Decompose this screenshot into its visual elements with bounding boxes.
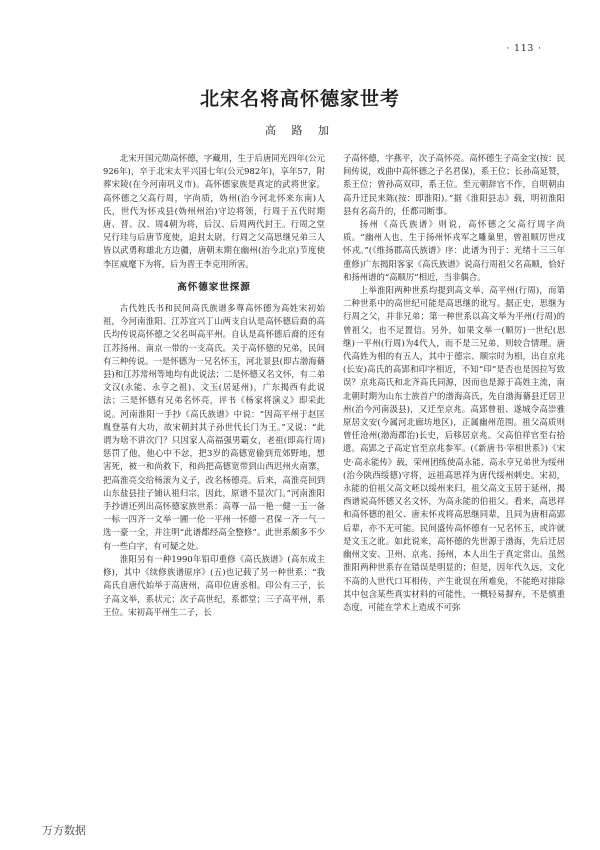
section-heading: 高怀德家世探源 xyxy=(177,281,251,293)
page-number: · 113 · xyxy=(506,44,542,54)
body-paragraph: 古代姓氏书和民间高氏族谱多尊高怀德为高姓宋初始祖，今河南淮阳、江苏宜兴丁山两支自认是高怀德后裔的高氏均传说高怀德之父名叫高平州。自认是高怀德后裔的还有江苏扬州、南京一带的一支高氏。关于高怀德的兄弟，民间有三种传说。一是怀德为一兄名怀玉，河北景县(即古渤海蓨县)和江苏常州等地均有此说法；二是怀德又名文怀，有二弟文汉(永能、永亨之祖)、文玉(居延州)，广东揭西有此说法；三是怀德有兄弟名怀亮，评书《杨家将演义》即采此说。河南淮阳一手抄《高氏族谱》中说：“因高平州于赵匡胤登基有大功，故宋朝封其子孙世代长门为王。”又说：“此谓为啥不讲次门？只因家人高福强男霸女，老祖(即高行周)惩罚了他，他心中不忿，把3岁的高德宽偷到荒郊野地，想害死，被一和尚救下，和尚把高德宽带到山西迟州火南寨，把高淮亮交给杨滚为义子，改名杨德亮。后来，高淮亮回到山东盐县挂子铺认祖归宗，因此，原谱不显次门。”河南淮阳手抄谱还列出高怀德家族世系：高尊一品一艳一健一玉一备一标一四齐一文举一圃一伦一平州一怀德一君保一齐一气一选一豪一全，并注明“此谱都经高全整修”。此世系颇多不少有一些白字，有可疑之处。 xyxy=(103,303,325,551)
article-author: 高 路 加 xyxy=(265,124,335,137)
wanfang-data-logo: 万方数据 xyxy=(42,824,86,837)
body-paragraph: 子高怀德，字燕平，次子高怀亮。高怀德生子高金宝(按：民间传说，戏曲中高怀德之子名君保)，系王位；长孙高延赞，系王位；曾孙高双印，系王位。至元朝辞官不作，自明朝由高升迁民来陈(按：即淮阳)。”据《淮阳县志》载，明初淮阳县有名高升的，任都司断事。 xyxy=(343,153,565,216)
article-title: 北宋名将高怀德家世考 xyxy=(199,88,400,110)
right-column xyxy=(343,152,565,614)
intro-paragraph: 北宋开国元勋高怀德，字藏用，生于后唐同光四年(公元926年)，卒于北宋太平兴国七年(公元982年)，享年57，附葬宋陵(在今河南巩义市)。高怀德家族是真定的武将世家。高怀德之父高行周，字尚质，妫州(治今河北怀来东南)人氏，世代为怀戎县(妫州州治)守边将领，行周于五代时期唐、晋、汉、周4朝为将，后汉、后周两代封王。行周之堂兄行珪与后唐节度使，追封太尉。行周之父高思继兄弟三人皆以武勇称雄北方边疆，唐朝末期在幽州(治今北京)节度使李匡威麾下为将，后为晋王李克用所害。 xyxy=(103,153,325,269)
body-paragraph: 扬州《高氏族谱》则说，高怀德之父高行周字尚质。“幽州人也，生于扬州怀戎军之雕巢里，曾祖顺厉世戍怀戎。”(《维扬郡高氏族谱》序：此谱为刊于：光绪十三三年重修)广东揭阳客家《高氏族谱》说高行周祖父名高顺，恰好和扬州谱的“高顺厉”相近，当非偶合。 xyxy=(343,219,565,282)
left-column xyxy=(103,152,325,619)
body-paragraph: 上举淮阳两种世系均提到高文举、高平州(行周)，而第二种世系中的高世纪可能是高思继的讹写。据正史，思继为行周之父，并非兄弟；第一种世系以高文举为平州(行周)的曾祖父，也不足置信。另外，如果文举一(顺厉)一世纪(思继)一平州(行周)为4代人，而不是三兄弟，则较合情理。唐代高姓为相的有五人，其中于德宗、顺宗时为相，出自京兆(长安)高氏的高郢和印字相近，不知“印”是否也是因拉写致误？京兆高氏和北齐高氏同源，因而也是源于高姓主流，南北朝时期为山东士族首户的渤海高氏，先自渤海蓨县迁居卫州(治今河南汲县)，又迁至京兆。高郢曾祖、遂城令高崇雅原居文安(今属河北廊坊地区)，正属幽州范围。祖父高质则曾任沧州(渤海郡治)长史，后移居京兆。父高伯祥官至右拾遗。高郢之子高定官至京兆参军。(《新唐书·宰相世系》)《宋史·高永能传》载，荣州团练使高永能、高永亨兄弟世为绥州(治今陕西绥德)守将，远祖高思祥为唐代绥州刺史。宋初，永能的伯祖父高文岯以绥州来归，祖父高文玉居于延州，揭西谱说高怀德又名文怀，为高永能的伯祖父。看来，高思祥和高怀德的祖父、唐末怀戎将高思继同辈，且同为唐相高郢后辈，亦不无可能。民间盛传高怀德有一兄名怀玉，或许就是文玉之讹。如此说来，高怀德的先世源于渤海，先后迁居幽州文安、卫州、京兆、扬州，本人出生于真定常山。虽然淮阳两种世系存在错误是明显的；但是，因年代久远，文化不高的人世代口耳相传，产生讹误在所难免，不能绝对排除其中包含某些真实材料的可能性，一概轻易摒弃，不是慎重态度，可能在学术上造成不可弥 xyxy=(343,285,565,612)
body-paragraph: 淮阳另有一种1990年铅印重修《高氏族谱》(高东成主修)，其中《续修族谱原序》(五)也记载了另一种世系：“我高氏自唐代始举于高唐州，高印位唐丞相。印公有三子，长子高文举，系状元；次子高世纪，系都堂；三子高平州，系王位。宋初高平州生二子，长 xyxy=(103,553,325,617)
